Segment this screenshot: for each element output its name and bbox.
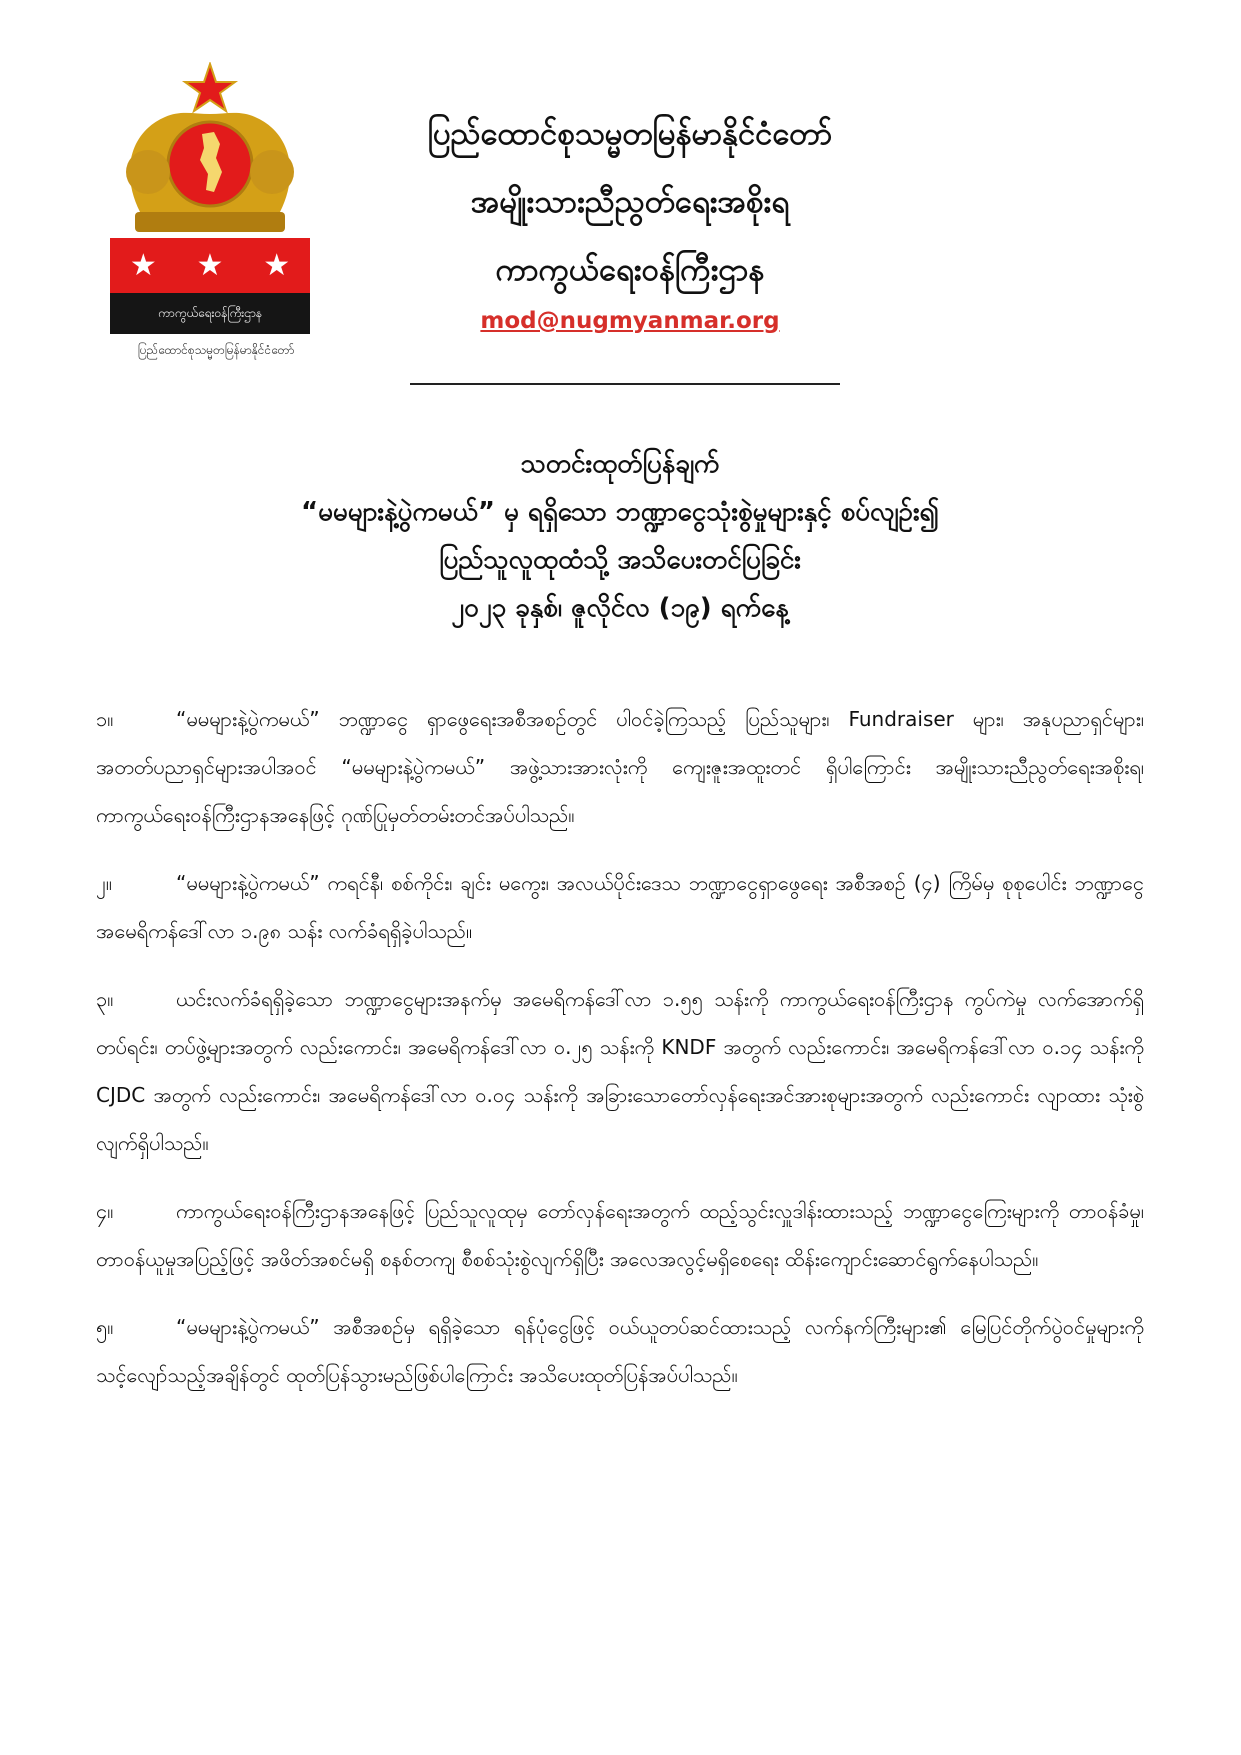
paragraph-number: ၄။ (96, 1199, 114, 1223)
paragraph-2 (96, 859, 1144, 955)
flag-banner (110, 238, 310, 334)
title-line-2: “မမများနဲ့ပွဲကမယ်” မှ ရရှိသော ဘဏ္ဍာငွေသုံးစွဲမှုများနှင့် စပ်လျဥ်း၍ (300, 497, 939, 527)
paragraph-5 (96, 1303, 1144, 1399)
title-line-3: ပြည်သူလူထုထံသို့ အသိပေးတင်ပြခြင်း (439, 545, 801, 575)
paragraph-1 (96, 695, 1144, 839)
paragraph-text: “မမများနဲ့ပွဲကမယ်” ကရင်နီ၊ စစ်ကိုင်း၊ ချင်း မကွေး၊ အလယ်ပိုင်းဒေသ ဘဏ္ဍာငွေရှာဖွေရေး အစီအစဥ် (၄) ကြိမ်မှ စုစုပေါင်း ဘဏ္ဍာငွေ အမေရိကန်ဒေါ်လာ ၁.၉၈ သန်း လက်ခံရရှိခဲ့ပါသည်။ (96, 871, 1144, 943)
banner-text: ကာကွယ်ရေးဝန်ကြီးဌာန (110, 293, 310, 334)
paragraph-number: ၁။ (96, 707, 114, 731)
header-divider (410, 383, 840, 385)
header-line-1: ပြည်ထောင်စုသမ္မတမြန်မာနိုင်ငံတော် (427, 116, 833, 152)
emblem-logo (96, 62, 336, 362)
paragraph-text: “မမများနဲ့ပွဲကမယ်” အစီအစဥ်မှ ရရှိခဲ့သော ရန်ပုံငွေဖြင့် ဝယ်ယူတပ်ဆင်ထားသည့် လက်နက်ကြီးများ၏ မြေပြင်တိုက်ပွဲဝင်မှုများကို သင့်လျော်သည့်အချိန်တွင် ထုတ်ပြန်သွားမည်ဖြစ်ပါကြောင်း အသိပေးထုတ်ပြန်အပ်ပါသည်။ (96, 1315, 1144, 1387)
paragraph-text: “မမများနဲ့ပွဲကမယ်” ဘဏ္ဍာငွေ ရှာဖွေရေးအစီအစဥ်တွင် ပါဝင်ခဲ့ကြသည့် ပြည်သူများ၊ Fundraiser များ၊ အနုပညာရှင်များ၊ အတတ်ပညာရှင်များအပါအဝင် “မမများနဲ့ပွဲကမယ်” အဖွဲ့သားအားလုံးကို ကျေးဇူးအထူးတင် ရှိပါကြောင်း အမျိုးသားညီညွတ်ရေးအစိုးရ၊ ကာကွယ်ရေးဝန်ကြီးဌာနအနေဖြင့် ဂုဏ်ပြုမှတ်တမ်းတင်အပ်ပါသည်။ (96, 707, 1144, 827)
header-line-2: အမျိုးသားညီညွတ်ရေးအစိုးရ (470, 184, 790, 220)
title-date: ၂၀၂၃ ခုနှစ်၊ ဇူလိုင်လ (၁၉) ရက်နေ့ (451, 593, 789, 623)
flag-stars (110, 238, 310, 293)
paragraph-number: ၅။ (96, 1315, 114, 1339)
title-line-1: သတင်းထုတ်ပြန်ချက် (520, 449, 720, 479)
paragraph-3 (96, 975, 1144, 1167)
press-release-title (140, 440, 1100, 632)
header-line-3: ကာကွယ်ရေးဝန်ကြီးဌာန (495, 252, 765, 288)
letterhead (350, 100, 910, 334)
paragraph-number: ၃။ (96, 987, 114, 1011)
star-icon: ★ (129, 247, 157, 283)
paragraph-text: ယင်းလက်ခံရရှိခဲ့သော ဘဏ္ဍာငွေများအနက်မှ အမေရိကန်ဒေါ်လာ ၁.၅၅ သန်းကို ကာကွယ်ရေးဝန်ကြီးဌာန ကွပ်ကဲမှု လက်အောက်ရှိ တပ်ရင်း၊ တပ်ဖွဲ့များအတွက် လည်းကောင်း၊ အမေရိကန်ဒေါ်လာ ၀.၂၅ သန်းကို KNDF အတွက် လည်းကောင်း၊ အမေရိကန်ဒေါ်လာ ၀.၁၄ သန်းကို CJDC အတွက် လည်းကောင်း၊ အမေရိကန်ဒေါ်လာ ၀.၀၄ သန်းကို အခြားသောတော်လှန်ရေးအင်အားစုများအတွက် လည်းကောင်း လျာထား သုံးစွဲလျက်ရှိပါသည်။ (96, 987, 1144, 1155)
paragraph-4 (96, 1187, 1144, 1283)
email-link[interactable]: mod@nugmyanmar.org (480, 308, 780, 334)
logo-caption: ပြည်ထောင်စုသမ္မတမြန်မာနိုင်ငံတော် (137, 343, 295, 357)
paragraph-text: ကာကွယ်ရေးဝန်ကြီးဌာနအနေဖြင့် ပြည်သူလူထုမှ တော်လှန်ရေးအတွက် ထည့်သွင်းလှူဒါန်းထားသည့် ဘဏ္ဍာငွေကြေးများကို တာဝန်ခံမှု၊ တာဝန်ယူမှုအပြည့်ဖြင့် အဖိတ်အစင်မရှိ စနစ်တကျ စီစစ်သုံးစွဲလျက်ရှိပြီး အလေအလွင့်မရှိစေရေး ထိန်းကျောင်းဆောင်ရွက်နေပါသည်။ (96, 1199, 1144, 1271)
paragraph-number: ၂။ (96, 871, 112, 895)
star-icon: ★ (196, 247, 224, 283)
state-emblem-icon (110, 62, 310, 240)
star-icon: ★ (263, 247, 291, 283)
body-text (96, 695, 1144, 1419)
